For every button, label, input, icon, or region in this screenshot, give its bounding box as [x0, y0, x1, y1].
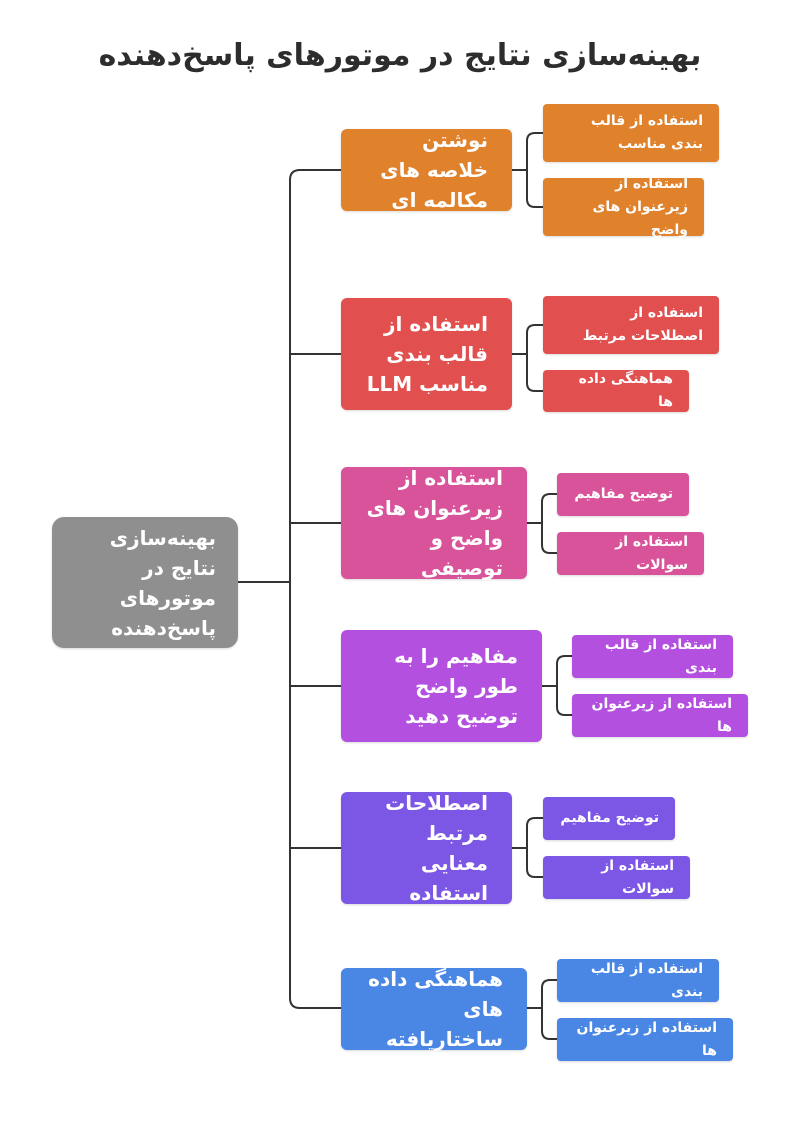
branch-node: استفاده از زیرعنوان های واضح و توصیفی: [341, 467, 527, 579]
leaf-node: هماهنگی داده ها: [543, 370, 689, 412]
leaf-connector: [512, 818, 543, 877]
branch-node: هماهنگی داده های ساختاریافته: [341, 968, 527, 1050]
leaf-node: استفاده از اصطلاحات مرتبط: [543, 296, 719, 354]
leaf-connector: [542, 656, 572, 715]
leaf-connector: [512, 133, 543, 207]
trunk-line: [290, 170, 341, 1008]
leaf-node: استفاده از سوالات: [557, 532, 704, 575]
root-node: بهینه‌سازی نتایج در موتورهای پاسخ‌دهنده: [52, 517, 238, 648]
leaf-node: استفاده از قالب بندی: [572, 635, 733, 678]
diagram-title: بهینه‌سازی نتایج در موتورهای پاسخ‌دهنده: [98, 38, 702, 73]
branch-node: از اصطلاحات مرتبط معنایی استفاده کنید: [341, 792, 512, 904]
leaf-node: استفاده از قالب بندی مناسب: [543, 104, 719, 162]
leaf-connector: [527, 494, 557, 553]
branch-node: نوشتن خلاصه های مکالمه ای: [341, 129, 512, 211]
leaf-node: استفاده از سوالات: [543, 856, 690, 899]
branch-node: استفاده از قالب بندی مناسب LLM: [341, 298, 512, 410]
leaf-node: توضیح مفاهیم: [543, 797, 675, 840]
leaf-node: استفاده از زیرعنوان ها: [572, 694, 748, 737]
leaf-connector: [512, 325, 543, 391]
leaf-node: استفاده از زیرعنوان های واضح: [543, 178, 704, 236]
leaf-node: توضیح مفاهیم: [557, 473, 689, 516]
leaf-connector: [527, 980, 557, 1039]
branch-node: مفاهیم را به طور واضح توضیح دهید: [341, 630, 542, 742]
leaf-node: استفاده از زیرعنوان ها: [557, 1018, 733, 1061]
leaf-node: استفاده از قالب بندی: [557, 959, 719, 1002]
